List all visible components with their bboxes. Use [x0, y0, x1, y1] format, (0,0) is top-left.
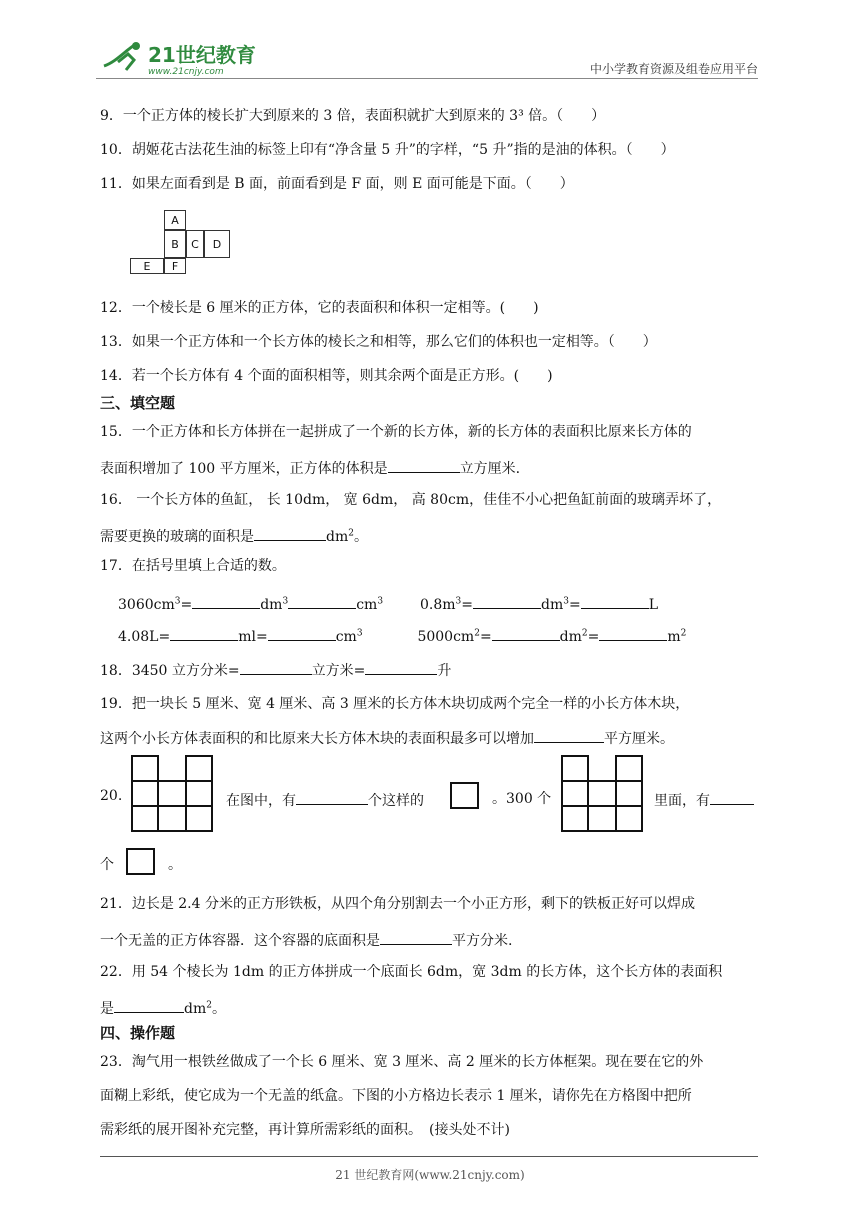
- question-21-line2: 一个无盖的正方体容器．这个容器的底面积是 平方分米.: [100, 928, 512, 951]
- answer-blank[interactable]: [170, 624, 238, 641]
- net-face-a: A: [164, 210, 186, 230]
- question-23-line3: 需彩纸的展开图补充完整，再计算所需彩纸的面积。 (接头处不计): [100, 1122, 510, 1138]
- net-face-f: F: [164, 258, 186, 274]
- header-platform-text: 中小学教育资源及组卷应用平台: [589, 62, 758, 76]
- question-23-line1: 23．淘气用一根铁丝做成了一个长 6 厘米、宽 3 厘米、高 2 厘米的长方体框架。现在要在它的外: [100, 1054, 704, 1070]
- site-logo: [96, 36, 266, 80]
- question-15-line1: 15．一个正方体和长方体拼在一起拼成了一个新的长方体，新的长方体的表面积比原来长方体的: [100, 424, 692, 440]
- question-17-row1: $3060cm^3= dm^3$ $cm^3$ $0.8m^3= dm^3= L$: [118, 592, 658, 615]
- question-17-row2: $4.08L= ml= cm^3$ $5000cm^2= dm^2= m^2$: [118, 624, 686, 647]
- grid-figure-left: [130, 754, 216, 834]
- grid-figure-right: [560, 754, 646, 834]
- small-square-icon: [450, 782, 480, 810]
- question-21-line1: 21．边长是 2.4 分米的正方形铁板，从四个角分别割去一个小正方形，剩下的铁板正好可以焊成: [100, 896, 695, 912]
- net-face-d: D: [204, 230, 230, 258]
- question-20-end: 。: [168, 857, 182, 873]
- question-15-line2: 表面积增加了 100 平方厘米，正方体的体积是 立方厘米.: [100, 456, 520, 479]
- question-14: 14．若一个长方体有 4 个面的面积相等，则其余两个面是正方形。( ): [100, 368, 553, 384]
- answer-blank[interactable]: [114, 996, 184, 1013]
- question-23-line2: 面糊上彩纸，使它成为一个无盖的纸盒。下图的小方格边长表示 1 厘米，请你先在方格图中把所: [100, 1088, 692, 1104]
- answer-blank[interactable]: [380, 928, 452, 945]
- answer-blank[interactable]: [534, 726, 604, 743]
- answer-blank[interactable]: [473, 592, 541, 609]
- question-19-line1: 19．把一块长 5 厘米、宽 4 厘米、高 3 厘米的长方体木块切成两个完全一样的小长方体木块，: [100, 696, 690, 712]
- answer-blank[interactable]: [388, 456, 460, 473]
- logo-text: 21世纪教育: [148, 43, 256, 67]
- net-face-b: B: [164, 230, 186, 258]
- net-face-c: C: [186, 230, 204, 258]
- question-20-text-4: 个: [100, 857, 114, 873]
- question-13: 13．如果一个正方体和一个长方体的棱长之和相等，那么它们的体积也一定相等。（ ）: [100, 334, 657, 350]
- question-12: 12．一个棱长是 6 厘米的正方体，它的表面积和体积一定相等。( ): [100, 300, 539, 316]
- header-rule: [96, 78, 758, 79]
- question-18: 18．3450 立方分米= 立方米= 升: [100, 658, 451, 681]
- question-20-text-2: 。300 个: [492, 791, 552, 807]
- question-22-line2: 是 $dm^2$。: [100, 996, 226, 1019]
- small-square-icon: [126, 848, 156, 876]
- question-10: 10．胡姬花古法花生油的标签上印有“净含量 5 升”的字样，“5 升”指的是油的体积。（ ）: [100, 142, 675, 158]
- question-19-line2: 这两个小长方体表面积的和比原来大长方体木块的表面积最多可以增加 平方厘米。: [100, 726, 674, 749]
- logo-sub: www.21cnjy.com: [148, 67, 224, 77]
- question-20-text: 在图中，有 个这样的: [226, 788, 424, 810]
- answer-blank[interactable]: [268, 624, 336, 641]
- answer-blank[interactable]: [254, 524, 326, 541]
- question-9: 9．一个正方体的棱长扩大到原来的 3 倍，表面积就扩大到原来的 3³ 倍。（ ）: [100, 108, 606, 124]
- question-16-line2: 需要更换的玻璃的面积是 $dm^2$。: [100, 524, 368, 547]
- question-20-text-3: 里面，有: [654, 788, 754, 810]
- answer-blank[interactable]: [296, 788, 368, 805]
- answer-blank[interactable]: [599, 624, 667, 641]
- question-17: 17．在括号里填上合适的数。: [100, 558, 286, 574]
- answer-blank[interactable]: [288, 592, 356, 609]
- answer-blank[interactable]: [492, 624, 560, 641]
- section-operation: 四、操作题: [100, 1024, 176, 1042]
- answer-blank[interactable]: [365, 658, 437, 675]
- answer-blank[interactable]: [710, 788, 754, 805]
- question-16-line1: 16． 一个长方体的鱼缸， 长 10dm， 宽 6dm， 高 80cm，佳佳不小心把鱼缸前面的玻璃弄坏了，: [100, 492, 722, 508]
- question-20-number: 20.: [100, 788, 123, 804]
- footer-rule: [100, 1156, 758, 1157]
- net-face-e: E: [130, 258, 164, 274]
- question-22-line1: 22．用 54 个棱长为 1dm 的正方体拼成一个底面长 6dm，宽 3dm 的长方体，这个长方体的表面积: [100, 964, 723, 980]
- footer-text: 21 世纪教育网(www.21cnjy.com): [335, 1168, 525, 1182]
- question-11: 11．如果左面看到是 B 面，前面看到是 F 面，则 E 面可能是下面。（ ）: [100, 176, 574, 192]
- answer-blank[interactable]: [581, 592, 649, 609]
- cube-net-figure: [130, 210, 240, 274]
- section-fill-blank: 三、填空题: [100, 394, 176, 412]
- answer-blank[interactable]: [192, 592, 260, 609]
- answer-blank[interactable]: [240, 658, 312, 675]
